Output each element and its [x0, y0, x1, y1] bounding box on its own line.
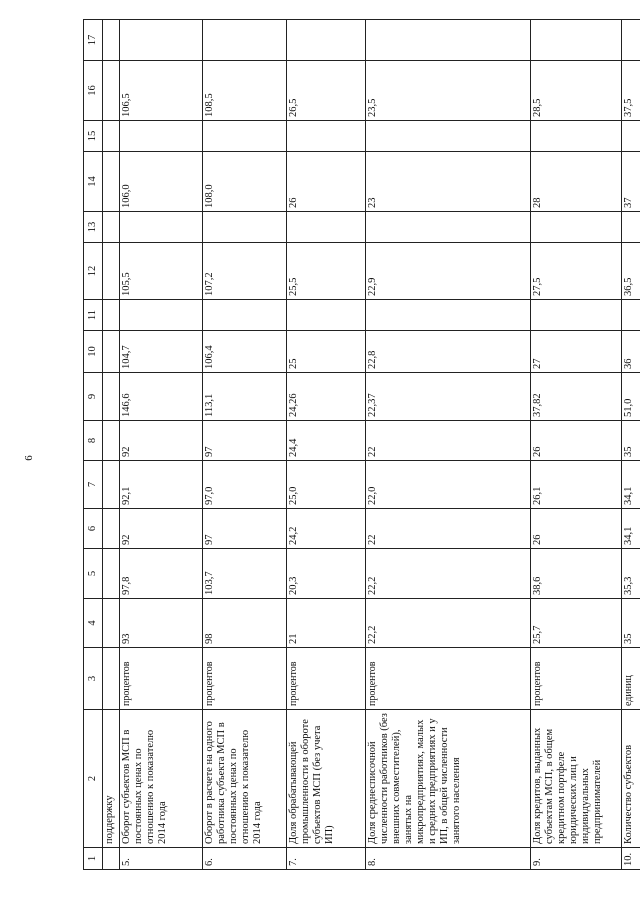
- table-cell: [103, 848, 120, 870]
- value-cell: 24,4: [287, 421, 366, 461]
- table-cell: [103, 549, 120, 599]
- value-cell: 28: [531, 152, 622, 212]
- table-row: [203, 20, 287, 870]
- value-cell: [531, 20, 622, 61]
- value-cell: 37,5: [622, 61, 640, 121]
- table-cell: [103, 648, 120, 710]
- value-cell: 26: [287, 152, 366, 212]
- indicator-table: [83, 19, 640, 870]
- unit-cell: процентов: [203, 648, 287, 710]
- row-number: 10.: [622, 848, 640, 870]
- value-cell: [622, 20, 640, 61]
- row-number: 7.: [287, 848, 366, 870]
- table-cell: [103, 243, 120, 300]
- value-cell: 106,0: [120, 152, 203, 212]
- value-cell: 25: [287, 331, 366, 373]
- value-cell: 51,0: [622, 373, 640, 421]
- value-cell: 20,3: [287, 549, 366, 599]
- table-cell: [103, 152, 120, 212]
- value-cell: 26: [531, 421, 622, 461]
- value-cell: 26: [531, 509, 622, 549]
- table-cell: [103, 373, 120, 421]
- value-cell: 105,5: [120, 243, 203, 300]
- col-header: 5: [84, 549, 103, 599]
- table-cell: [103, 121, 120, 152]
- table-cell: [103, 20, 120, 61]
- indicator-name: Количество субъектов: [622, 710, 640, 848]
- col-header: 8: [84, 421, 103, 461]
- col-header: 17: [84, 20, 103, 61]
- value-cell: 36: [622, 331, 640, 373]
- col-header: 9: [84, 373, 103, 421]
- value-cell: 38,6: [531, 549, 622, 599]
- col-header: 7: [84, 461, 103, 509]
- value-cell: 25,7: [531, 599, 622, 648]
- value-cell: 36,5: [622, 243, 640, 300]
- value-cell: 35: [622, 421, 640, 461]
- value-cell: [366, 300, 531, 331]
- value-cell: [366, 212, 531, 243]
- value-cell: 27,5: [531, 243, 622, 300]
- table-cell: [103, 509, 120, 549]
- value-cell: 25,5: [287, 243, 366, 300]
- value-cell: [120, 121, 203, 152]
- table-row: [366, 20, 531, 870]
- value-cell: [203, 121, 287, 152]
- column-numbers-row: [84, 20, 103, 870]
- value-cell: 35,3: [622, 549, 640, 599]
- value-cell: 28,5: [531, 61, 622, 121]
- unit-cell: процентов: [366, 648, 531, 710]
- value-cell: 23,5: [366, 61, 531, 121]
- value-cell: [287, 300, 366, 331]
- value-cell: 92,1: [120, 461, 203, 509]
- indicator-name: Доля среднесписочной численности работников (без внешних совместителей), занятых на микропредприятиях, малых и средних предприятиях и у ИП, в общей численности занятого населения: [366, 710, 531, 848]
- table-row: [120, 20, 203, 870]
- value-cell: [531, 300, 622, 331]
- col-header: 11: [84, 300, 103, 331]
- col-header: 1: [84, 848, 103, 870]
- value-cell: 98: [203, 599, 287, 648]
- value-cell: 26,5: [287, 61, 366, 121]
- value-cell: 24,2: [287, 509, 366, 549]
- value-cell: 92: [120, 421, 203, 461]
- row-number: 5.: [120, 848, 203, 870]
- value-cell: 37,82: [531, 373, 622, 421]
- col-header: 6: [84, 509, 103, 549]
- value-cell: [120, 300, 203, 331]
- value-cell: 34,1: [622, 461, 640, 509]
- value-cell: 21: [287, 599, 366, 648]
- value-cell: 22,0: [366, 461, 531, 509]
- col-header: 16: [84, 61, 103, 121]
- value-cell: 104,7: [120, 331, 203, 373]
- col-header: 14: [84, 152, 103, 212]
- continuation-row: [103, 20, 120, 870]
- value-cell: 107,2: [203, 243, 287, 300]
- indicator-name: Доля обрабатывающей промышленности в обороте субъектов МСП (без учета ИП): [287, 710, 366, 848]
- value-cell: [287, 212, 366, 243]
- table-cell: [103, 300, 120, 331]
- indicator-name: Доля кредитов, выданных субъектам МСП, в общем кредитном портфеле юридических лиц и индивидуальных предпринимателей: [531, 710, 622, 848]
- value-cell: 92: [120, 509, 203, 549]
- value-cell: 22,37: [366, 373, 531, 421]
- value-cell: 106,4: [203, 331, 287, 373]
- value-cell: 22,8: [366, 331, 531, 373]
- rotated-table-frame: [83, 20, 634, 870]
- unit-cell: процентов: [287, 648, 366, 710]
- col-header: 13: [84, 212, 103, 243]
- col-header: 2: [84, 710, 103, 848]
- value-cell: [366, 121, 531, 152]
- value-cell: [203, 212, 287, 243]
- row-number: 8.: [366, 848, 531, 870]
- value-cell: 26,1: [531, 461, 622, 509]
- value-cell: [622, 300, 640, 331]
- unit-cell: процентов: [120, 648, 203, 710]
- table-cell: [103, 421, 120, 461]
- value-cell: 35: [622, 599, 640, 648]
- value-cell: [120, 20, 203, 61]
- table-cell: [103, 61, 120, 121]
- value-cell: 93: [120, 599, 203, 648]
- value-cell: 97: [203, 421, 287, 461]
- table-row: [531, 20, 622, 870]
- value-cell: 37: [622, 152, 640, 212]
- value-cell: 24,26: [287, 373, 366, 421]
- value-cell: 97: [203, 509, 287, 549]
- col-header: 3: [84, 648, 103, 710]
- value-cell: 97,8: [120, 549, 203, 599]
- value-cell: 146,6: [120, 373, 203, 421]
- value-cell: 108,5: [203, 61, 287, 121]
- value-cell: 27: [531, 331, 622, 373]
- value-cell: 22: [366, 509, 531, 549]
- value-cell: 22: [366, 421, 531, 461]
- unit-cell: единиц: [622, 648, 640, 710]
- col-header: 4: [84, 599, 103, 648]
- value-cell: [366, 20, 531, 61]
- col-header: 10: [84, 331, 103, 373]
- table-row: [622, 20, 640, 870]
- value-cell: 25,0: [287, 461, 366, 509]
- indicator-name: Оборот в расчете на одного работника субъекта МСП в постоянных ценах по отношению к показателю 2014 года: [203, 710, 287, 848]
- value-cell: [622, 212, 640, 243]
- value-cell: 22,2: [366, 549, 531, 599]
- value-cell: 23: [366, 152, 531, 212]
- value-cell: [203, 300, 287, 331]
- value-cell: [120, 212, 203, 243]
- table-cell: [103, 599, 120, 648]
- value-cell: 103,7: [203, 549, 287, 599]
- continuation-text: поддержку: [103, 710, 120, 848]
- value-cell: [287, 121, 366, 152]
- table-cell: [103, 461, 120, 509]
- row-number: 9.: [531, 848, 622, 870]
- table-row: [287, 20, 366, 870]
- value-cell: [203, 20, 287, 61]
- indicator-name: Оборот субъектов МСП в постоянных ценах по отношению к показателю 2014 года: [120, 710, 203, 848]
- row-number: 6.: [203, 848, 287, 870]
- col-header: 12: [84, 243, 103, 300]
- table-cell: [103, 331, 120, 373]
- unit-cell: процентов: [531, 648, 622, 710]
- value-cell: 34,1: [622, 509, 640, 549]
- value-cell: [287, 20, 366, 61]
- table-cell: [103, 212, 120, 243]
- page-number: 6: [23, 455, 35, 461]
- value-cell: [531, 212, 622, 243]
- value-cell: 113,1: [203, 373, 287, 421]
- value-cell: 108,0: [203, 152, 287, 212]
- value-cell: [622, 121, 640, 152]
- value-cell: [531, 121, 622, 152]
- value-cell: 97,0: [203, 461, 287, 509]
- value-cell: 22,9: [366, 243, 531, 300]
- value-cell: 22,2: [366, 599, 531, 648]
- value-cell: 106,5: [120, 61, 203, 121]
- col-header: 15: [84, 121, 103, 152]
